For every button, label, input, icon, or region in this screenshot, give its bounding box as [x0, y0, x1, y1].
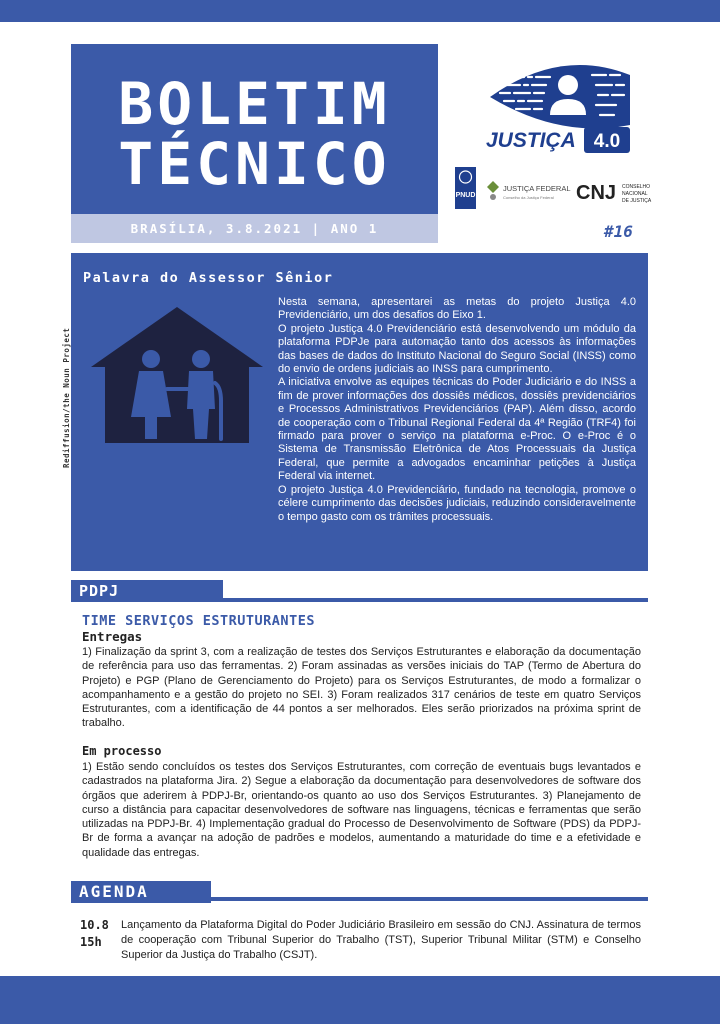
- justica-federal-label: JUSTIÇA FEDERAL: [503, 184, 571, 193]
- justica-federal-sub: Conselho da Justiça Federal: [503, 195, 554, 200]
- title-line-1: BOLETIM: [118, 70, 391, 138]
- logo-version: 4.0: [593, 131, 621, 152]
- em-processo-heading: Em processo: [82, 744, 162, 758]
- senior-paragraph: A iniciativa envolve as equipes técnicas do Poder Judiciário e do INSS a fim de prover informações dos dossiês médicos, dossiês previdenciários e Processos Administrativos Previdenciários (PAP). Além disso, acordo de cooperação com o Tribunal Regional Federal da 4ª Região (TRF4) foi firmado para prover o serviço na plataforma e-Proc. O e-Proc é o Sistema de Transmissão Eletrônica de Atos Processuais da Justiça Federal, que permite a advogados encaminhar petições à Justiça Federal via internet.: [278, 376, 636, 483]
- pdpj-section-tab: PDPJ: [71, 580, 223, 602]
- dateline: BRASÍLIA, 3.8.2021 | ANO 1: [71, 214, 438, 243]
- agenda-time: 15h: [80, 935, 102, 949]
- agenda-item-text: Lançamento da Plataforma Digital do Poder Judiciário Brasileiro em sessão do CNJ. Assinatura de termos de cooperação com Tribunal Superior do Trabalho (TST), Superior Tribunal Militar (STM) e Conselho Superior da Justiça do Trabalho (CSJT).: [121, 919, 641, 961]
- title-line-2: TÉCNICO: [118, 130, 391, 198]
- logo-emblem-icon: [490, 65, 630, 129]
- senior-paragraph: Nesta semana, apresentarei as metas do projeto Justiça 4.0 Previdenciário, um dos desafios do Eixo 1.: [278, 296, 636, 322]
- pdpj-subtitle: TIME SERVIÇOS ESTRUTURANTES: [82, 613, 315, 629]
- agenda-section-rule: [211, 897, 648, 901]
- senior-paragraph: O projeto Justiça 4.0 Previdenciário, fundado na tecnologia, promove o célere cumprimento das decisões judiciais, reduzindo consideravelmente o tempo gasto com os trâmites processuais.: [278, 483, 636, 523]
- cnj-full-2: NACIONAL: [622, 191, 648, 197]
- entregas-text: 1) Finalização da sprint 3, com a realização de testes dos Serviços Estruturantes e elaboração da documentação de referência para uso das ferramentas. 2) Foram assinadas as versões iniciais do TAP (Termo de Abertura do Projeto) e PGP (Plano de Gerenciamento do Projeto) para os Serviços Estruturantes, de modo a formalizar o acompanhamento e a gestão do projeto no SEI. 3) Foram realizados 317 cenários de teste em quatro Serviços Estruturantes, com a identificação de 44 pontos a ser melhorados. Eles serão priorizados na próxima sprint de trabalho.: [82, 646, 641, 730]
- logo-wordmark: JUSTIÇA: [486, 129, 576, 152]
- cnj-label: CNJ: [576, 182, 617, 204]
- cnj-logo-icon: [576, 182, 652, 204]
- justica-4-0-logo: [480, 55, 640, 155]
- agenda-section-tab: AGENDA: [71, 881, 211, 903]
- pnud-label: PNUD: [455, 192, 476, 199]
- cnj-full-1: CONSELHO: [622, 184, 651, 190]
- cnj-full-3: DE JUSTIÇA: [622, 198, 652, 204]
- senior-paragraph: O projeto Justiça 4.0 Previdenciário está desenvolvendo um módulo da plataforma PDPJe para automação tanto dos acessos às informações das bases de dados do Instituto Nacional do Seguro Social (INSS) como do envio de ordens judiciais ao INSS para cumprimento.: [278, 322, 636, 376]
- bottom-bar: [0, 976, 720, 1024]
- partner-logos: [455, 167, 655, 212]
- senior-advisor-text: [278, 296, 636, 524]
- agenda-item-datetime: [80, 917, 112, 951]
- em-processo-text: 1) Estão sendo concluídos os testes dos Serviços Estruturantes, com correção de eventuais bugs levantados e cadastrados na plataforma Jira. 2) Segue a elaboração da documentação para desenvolvedores de software dos órgãos que aderirem à PDPJ-Br, orientando-os quanto ao uso dos Serviços Estruturantes. 3) Planejamento de curso a distância para capacitar desenvolvedores de software nas linguagens, técnicas e ferramentas que serão utilizadas na PDPJ-Br. 4) Implementação gradual do Processo de Desenvolvimento de Software (PDS) da PDPJ-Br de forma a avançar na adoção de padrões e modelos, aumentando a maturidade do time e a efetividade e qualidade das entregas.: [82, 761, 641, 859]
- issue-number: #16: [604, 222, 633, 241]
- entregas-heading: Entregas: [82, 629, 143, 644]
- pdpj-section-rule: [223, 598, 648, 602]
- top-bar: [0, 0, 720, 22]
- title-block: [71, 44, 438, 214]
- pnud-logo-icon: [455, 167, 476, 209]
- senior-advisor-title: Palavra do Assessor Sênior: [83, 270, 334, 286]
- justica-federal-logo-icon: [487, 181, 571, 200]
- agenda-date: 10.8: [80, 918, 109, 932]
- senior-advisor-box: [71, 253, 648, 571]
- image-credit: Rediffusion/the Noun Project: [62, 327, 71, 468]
- house-family-icon: [87, 305, 267, 445]
